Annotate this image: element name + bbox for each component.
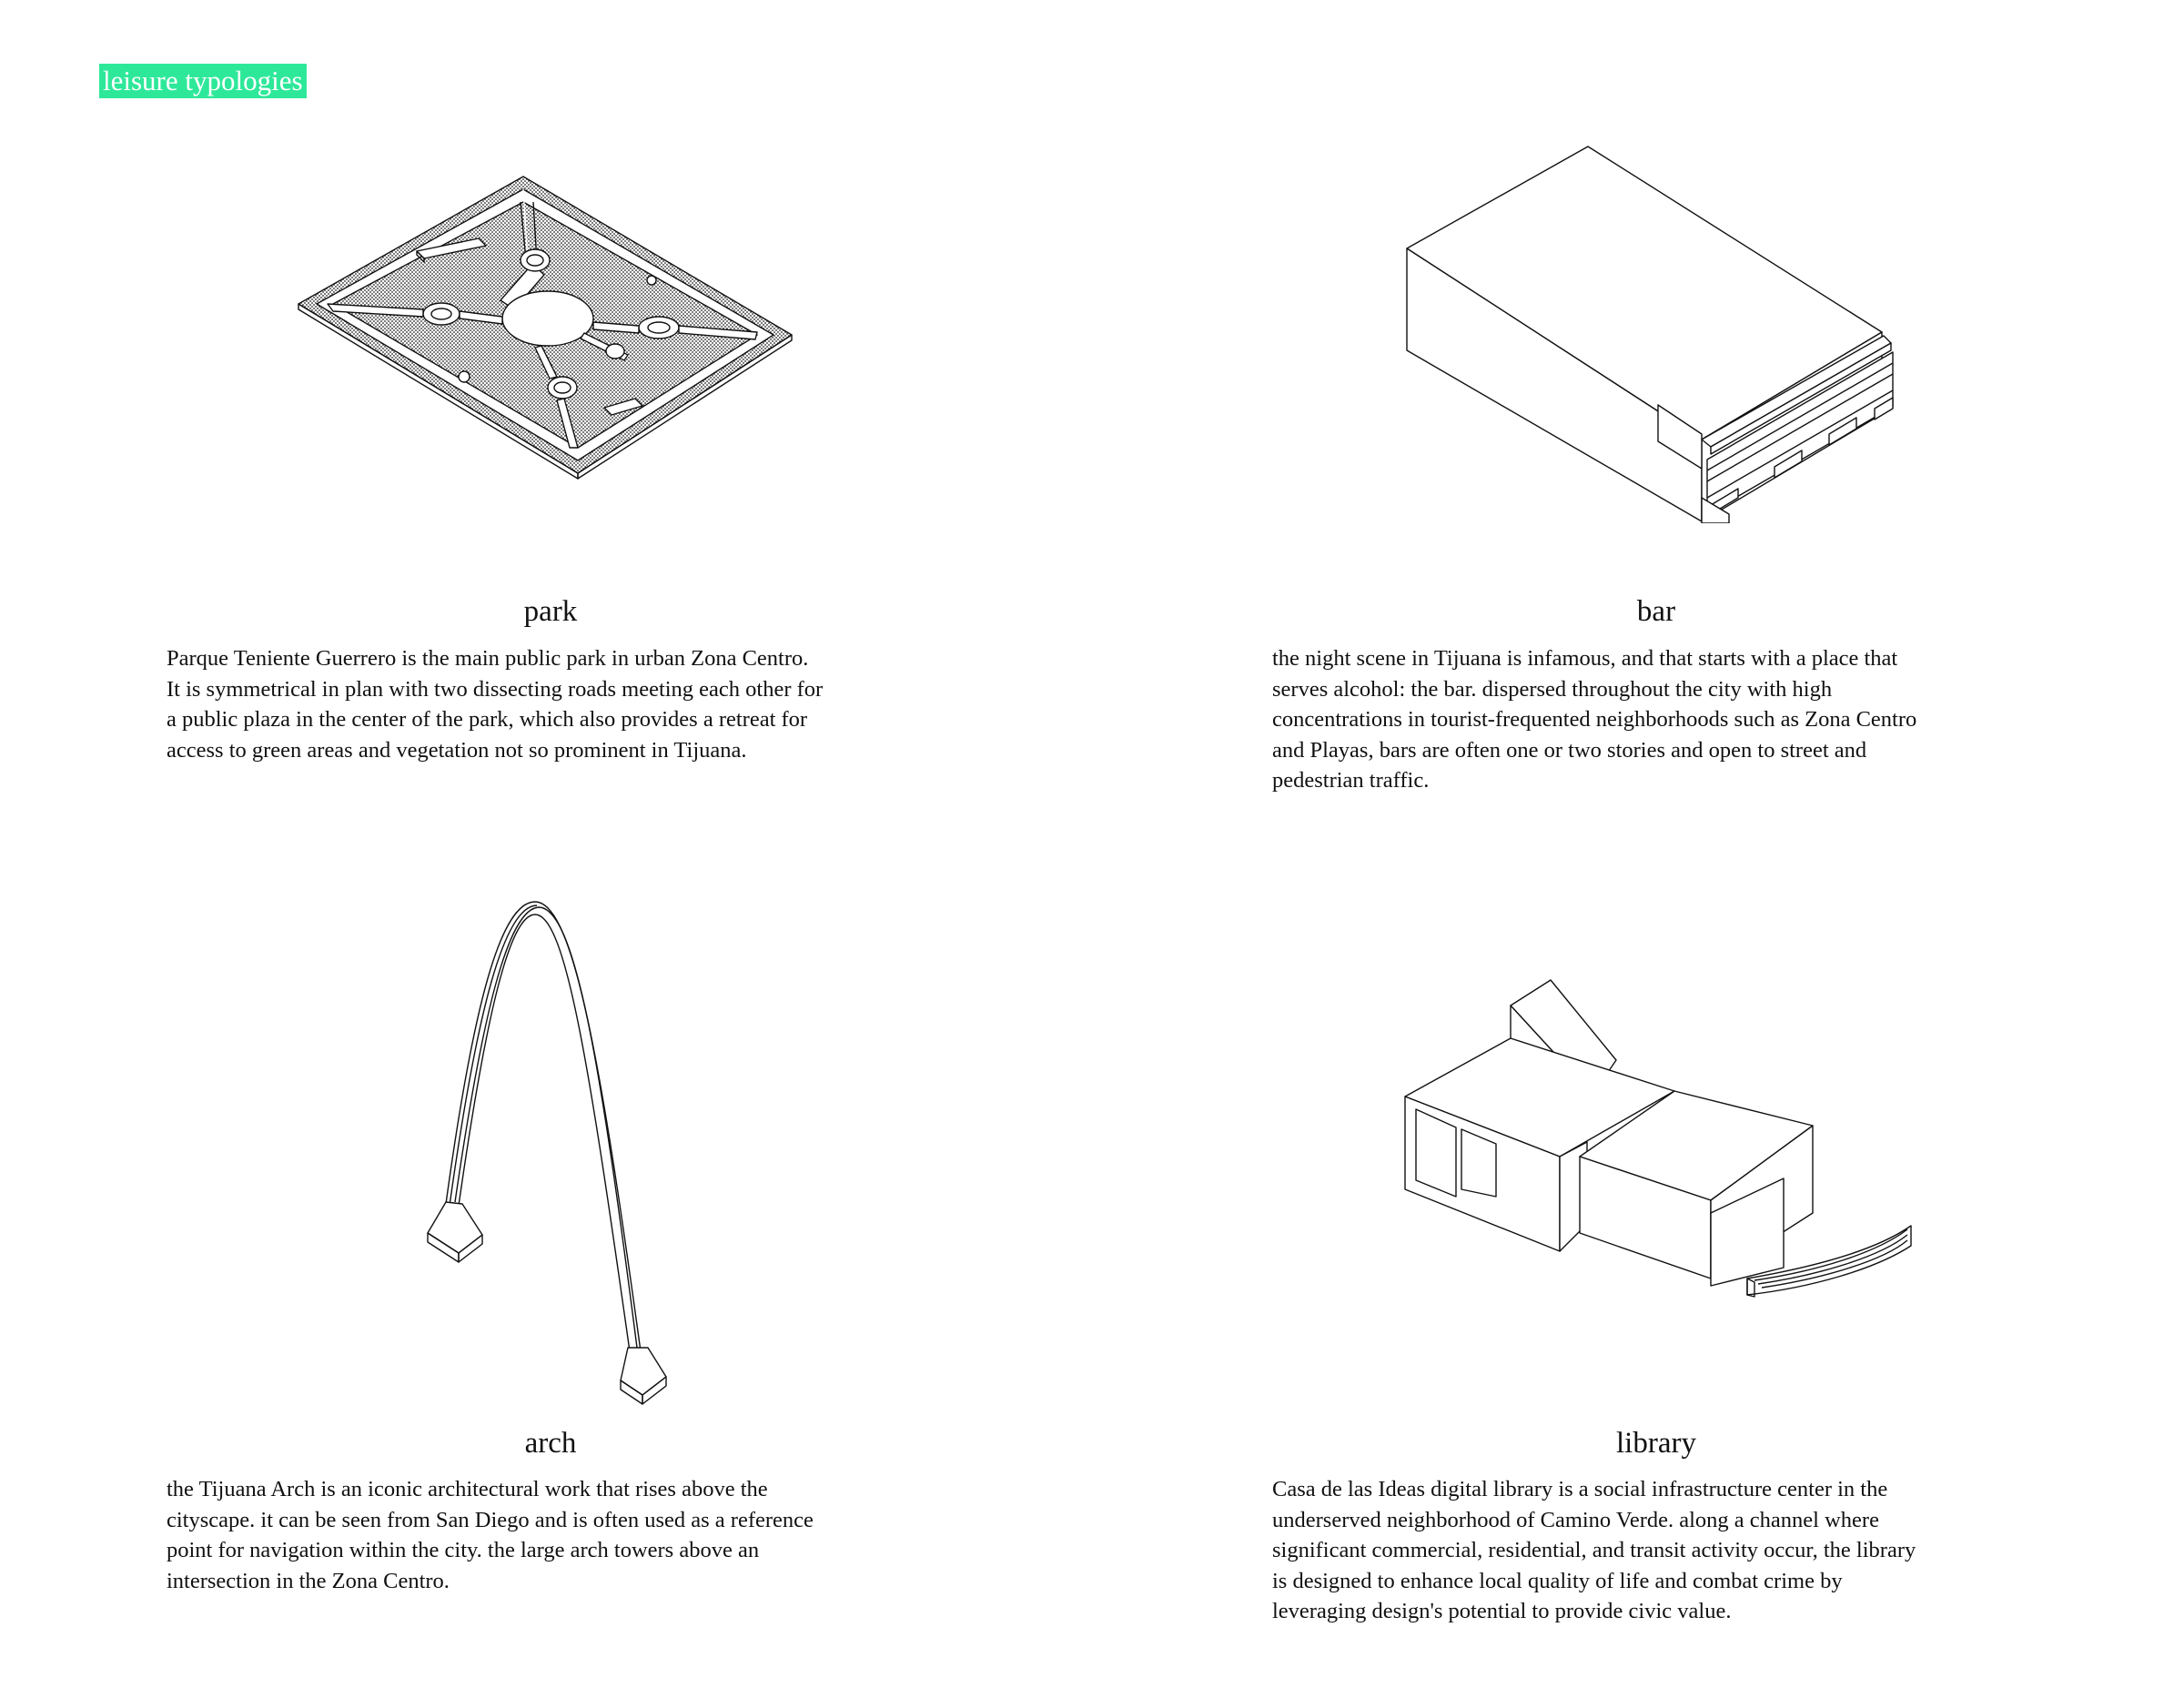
section-title-park: park (523, 595, 578, 628)
library-axonometric-drawing (1401, 978, 1920, 1342)
description-line: significant commercial, residential, and transit activity occur, the library (1272, 1538, 1916, 1562)
section-description-bar (1272, 643, 1916, 796)
description-line: point for navigation within the city. the large arch towers above an (167, 1538, 760, 1562)
description-line: access to green areas and vegetation not so prominent in Tijuana. (167, 737, 747, 763)
description-line: leveraging design's potential to provide civic value. (1272, 1599, 1732, 1623)
description-line: pedestrian traffic. (1272, 768, 1430, 793)
park-axonometric-drawing (291, 173, 801, 491)
description-line: serves alcohol: the bar. dispersed throughout the city with high (1272, 676, 1833, 702)
section-description-library (1272, 1474, 1916, 1627)
description-line: and Playas, bars are often one or two stories and open to street and (1272, 737, 1867, 763)
section-title-bar: bar (1636, 595, 1676, 628)
description-line: Casa de las Ideas digital library is a social infrastructure center in the (1272, 1477, 1888, 1501)
description-line: underserved neighborhood of Camino Verde. along a channel where (1272, 1507, 1879, 1532)
description-line: intersection in the Zona Centro. (167, 1568, 450, 1593)
section-title-library: library (1616, 1427, 1696, 1460)
section-description-park (167, 643, 823, 765)
description-line: concentrations in tourist-frequented neighborhoods such as Zona Centro (1272, 707, 1917, 732)
section-description-arch (167, 1474, 814, 1596)
section-tag: leisure typologies (99, 64, 307, 98)
description-line: It is symmetrical in plan with two dissecting roads meeting each other for (167, 676, 824, 702)
section-title-arch: arch (524, 1427, 577, 1460)
arch-axonometric-drawing (419, 896, 692, 1406)
description-line: cityscape. it can be seen from San Diego and is often used as a reference (167, 1507, 814, 1532)
description-line: is designed to enhance local quality of life and combat crime by (1272, 1568, 1843, 1593)
description-line: the night scene in Tijuana is infamous, and that starts with a place that (1272, 646, 1898, 671)
bar-axonometric-drawing (1401, 141, 1911, 523)
description-line: the Tijuana Arch is an iconic architectural work that rises above the (167, 1477, 768, 1501)
description-line: Parque Teniente Guerrero is the main public park in urban Zona Centro. (167, 646, 809, 671)
description-line: a public plaza in the center of the park, which also provides a retreat for (167, 707, 808, 732)
